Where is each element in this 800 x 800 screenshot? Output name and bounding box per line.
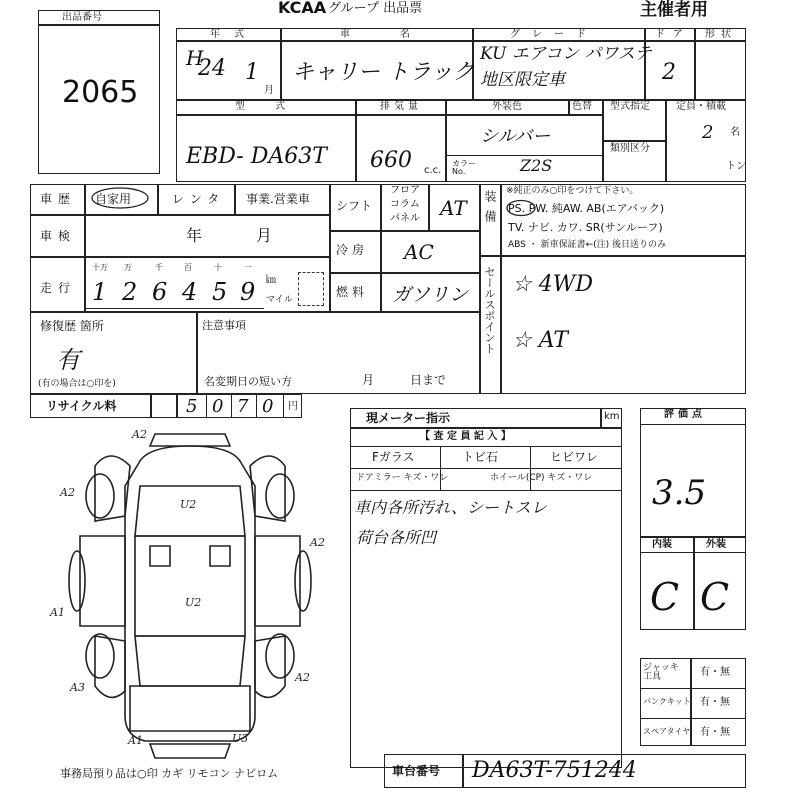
exterior-color: シルバー [480, 126, 551, 147]
ps-circle [505, 199, 537, 217]
fuel-value: ガソリン [392, 284, 469, 306]
tobi-label: トビ石 [462, 450, 499, 464]
lot-number-label: 出品番号 [62, 12, 102, 23]
category-label: 類別区分 [610, 143, 650, 154]
exterior-label: 外装 [706, 539, 726, 550]
month-unit: 月 [264, 85, 274, 96]
model-label: 型式 [235, 101, 315, 112]
organizer-label: 主催者用 [640, 0, 708, 20]
history-commercial: 事業.営業車 [246, 192, 310, 206]
repair-note: (有の場合は○印を) [38, 379, 116, 389]
inspection-label: 車検 [40, 229, 77, 243]
shift-value: AT [440, 196, 467, 220]
remark-1: 車内各所汚れ、シートスレ [354, 498, 547, 517]
lot-number: 2065 [62, 75, 139, 110]
equipment-line1: PS. PW. 純AW. AB(エアバック) [508, 202, 665, 215]
grade-label: グレード [510, 29, 598, 40]
history-private: 自家用 [95, 192, 132, 206]
mark-a6: U2 [185, 596, 202, 609]
grade-line2: 地区限定車 [480, 70, 565, 90]
notes-label: 注意事項 [202, 319, 246, 332]
name-change-day: 日まで [410, 373, 447, 387]
color-no-label: カラー No. [452, 159, 476, 176]
car-body-outline [125, 446, 255, 741]
equipment-line3: ABS ・ 新車保証書←(注) 後日送りのみ [508, 240, 667, 250]
history-label: 車歴 [40, 192, 77, 206]
chassis-number: DA63T-751244 [472, 758, 637, 783]
private-circle [90, 186, 150, 210]
sales-point-2: ☆ AT [512, 328, 569, 353]
cooling-value: AC [404, 240, 434, 264]
mark-a10: U3 [232, 732, 249, 745]
fuel-label: 燃料 [336, 285, 369, 299]
recycle-unit: 円 [288, 401, 298, 412]
tool-jack-label: ジャッキ工具 [643, 663, 679, 682]
tool-puncture-label: パンクキット [643, 697, 691, 706]
doors-value: 2 [662, 60, 676, 85]
interior-label: 内装 [652, 539, 672, 550]
mark-a3: U2 [180, 498, 197, 511]
fglass-label: Fガラス [372, 450, 415, 464]
mileage-unit-1k: 千 [155, 263, 163, 272]
mileage-unit-10: 十 [214, 263, 222, 272]
chassis-label: 車台番号 [392, 764, 441, 778]
mirror-label: ドアミラー キズ・ワレ [356, 473, 449, 483]
meter-label: 現メーター指示 [366, 411, 451, 425]
displacement-value: 660 [370, 148, 412, 173]
wheel-label: ホイール(CP) キズ・ワレ [490, 473, 593, 483]
recycle-digit-4: 0 [262, 396, 274, 417]
score-label: 評価点 [664, 409, 706, 420]
kcaa-logo: KCAA [278, 0, 327, 17]
shift-floor: フロア [390, 185, 420, 196]
mile-label: マイル [266, 295, 293, 305]
mileage-unit-10k: 万 [124, 263, 132, 272]
mileage-digit-3: 6 [152, 278, 168, 306]
mileage-digit-4: 4 [182, 278, 198, 306]
year-value: 24 [198, 56, 226, 81]
equipment-line2: TV. ナビ. カワ. SR(サンルーフ) [508, 221, 663, 234]
repair-value: 有 [56, 346, 80, 374]
mileage-digit-2: 2 [122, 278, 138, 306]
color-change-label: 色替 [572, 101, 592, 112]
tool-spare-label: スペアタイヤ [643, 727, 691, 736]
tool-puncture-value: 有・無 [700, 697, 730, 708]
recycle-digit-3: 7 [237, 396, 249, 417]
color-no: Z2S [520, 156, 553, 175]
model-designation-label: 型式指定 [610, 101, 650, 112]
mileage-unit-100: 百 [184, 263, 192, 272]
sales-point-label: セールスポイント [483, 266, 496, 354]
capacity-label: 定員・積載 [676, 101, 726, 112]
shift-column: コラム [390, 199, 420, 210]
mark-a2: A2 [60, 486, 75, 499]
doors-label: ドア [655, 29, 691, 40]
cooling-label: 冷房 [336, 243, 369, 257]
history-rental: レンタ [172, 192, 226, 206]
mileage-digit-6: 9 [240, 278, 256, 306]
mark-a9: A1 [128, 734, 143, 747]
recycle-digit-2: 0 [212, 396, 224, 417]
name-change-month: 月 [362, 373, 375, 387]
mileage-digit-5: 5 [212, 278, 228, 306]
shift-panel: パネル [390, 213, 420, 224]
hibi-label: ヒビワレ [550, 450, 599, 464]
mileage-digit-1: 1 [92, 278, 108, 306]
interior-score: C [650, 575, 680, 619]
recycle-label: リサイクル料 [46, 399, 117, 413]
car-damage-diagram [40, 426, 340, 766]
mark-a8: A3 [70, 681, 85, 694]
equipment-label: 装備 [483, 190, 497, 230]
mileage-unit-1: 一 [244, 263, 252, 272]
mileage-unit-100k: 十万 [92, 263, 108, 272]
exterior-color-label: 外装色 [492, 101, 522, 112]
tool-spare-value: 有・無 [700, 727, 730, 738]
mark-a4: A2 [310, 536, 325, 549]
meter-unit: km [604, 411, 620, 422]
mark-a1: A2 [132, 428, 147, 441]
name-label: 車名 [340, 29, 460, 40]
km-label: ㎞ [266, 275, 276, 286]
load-unit: トン [726, 161, 746, 172]
month-value: 1 [245, 60, 259, 85]
remark-2: 荷台各所凹 [356, 528, 437, 547]
recycle-digit-1: 5 [186, 396, 198, 417]
exterior-score: C [700, 575, 730, 619]
equipment-note: ※純正のみ○印をつけて下さい。 [506, 186, 639, 196]
shape-label: 形状 [705, 29, 737, 40]
score-value: 3.5 [652, 473, 707, 513]
mileage-label: 走行 [40, 281, 77, 295]
mark-a7: A2 [295, 671, 310, 684]
name-change-label: 名変期日の短い方 [204, 375, 292, 388]
shift-label: シフト [336, 199, 373, 213]
inspector-label: 【 査 定 員 記 入 】 [420, 431, 511, 442]
era: H [186, 46, 204, 70]
mark-a5: A1 [50, 606, 65, 619]
model-value: EBD- DA63T [186, 144, 327, 169]
inspection-month-unit: 月 [256, 226, 273, 245]
year-label: 年式 [210, 29, 258, 40]
grade-line1: KU エアコン パワステ [480, 44, 652, 64]
capacity-value: 2 [702, 122, 714, 143]
sales-point-1: ☆ 4WD [512, 272, 593, 297]
office-note: 事務局預り品は○印 カギ リモコン ナビロム [60, 767, 279, 780]
repair-label: 修復歴 箇所 [40, 319, 104, 333]
form-title: グループ 出品票 [328, 1, 423, 16]
inspection-year-unit: 年 [186, 226, 203, 245]
cc-unit: c.c. [424, 165, 442, 176]
vehicle-name: キャリー トラック [292, 60, 475, 85]
tool-jack-value: 有・無 [700, 667, 730, 678]
displacement-label: 排気量 [380, 101, 422, 112]
capacity-unit: 名 [730, 127, 740, 138]
